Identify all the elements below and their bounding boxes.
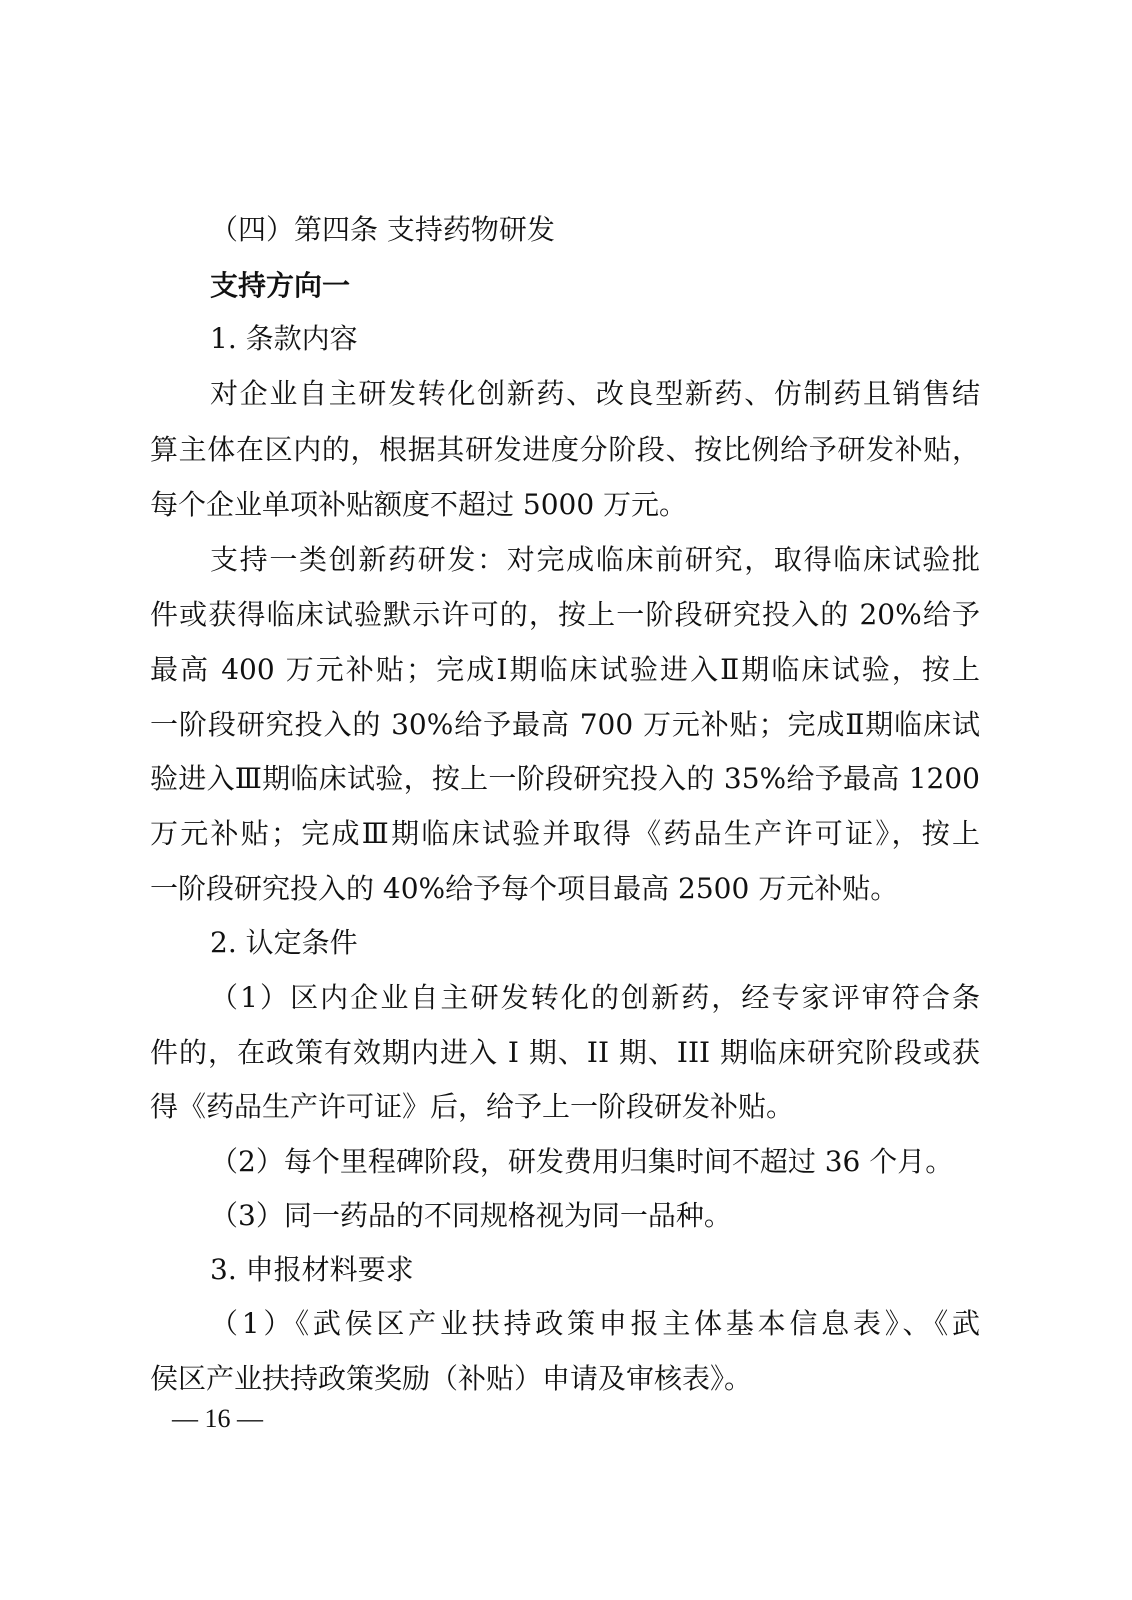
paragraph-line: 件或获得临床试验默示许可的，按上一阶段研究投入的 20%给予: [150, 598, 980, 631]
paragraph-line: 一阶段研究投入的 40%给予每个项目最高 2500 万元补贴。: [150, 872, 899, 905]
item-heading-clause-content: 1. 条款内容: [210, 322, 358, 355]
condition-line: （1）区内企业自主研发转化的创新药，经专家评审符合条: [210, 981, 980, 1014]
paragraph-line: 算主体在区内的，根据其研发进度分阶段、按比例给予研发补贴，: [150, 433, 980, 466]
condition-line: （3）同一药品的不同规格视为同一品种。: [210, 1199, 732, 1232]
paragraph-line: 一阶段研究投入的 30%给予最高 700 万元补贴；完成Ⅱ期临床试: [150, 708, 980, 741]
page-number: — 16 —: [172, 1404, 263, 1433]
condition-line: 得《药品生产许可证》后，给予上一阶段研发补贴。: [150, 1090, 795, 1123]
paragraph-line: 万元补贴；完成Ⅲ期临床试验并取得《药品生产许可证》，按上: [150, 817, 980, 850]
condition-line: 件的，在政策有效期内进入 I 期、II 期、III 期临床研究阶段或获: [150, 1036, 980, 1069]
material-line: 侯区产业扶持政策奖励（补贴）申请及审核表》。: [150, 1362, 753, 1395]
paragraph-line: 对企业自主研发转化创新药、改良型新药、仿制药且销售结: [210, 377, 980, 410]
item-heading-conditions: 2. 认定条件: [210, 926, 358, 959]
paragraph-line: 验进入Ⅲ期临床试验，按上一阶段研究投入的 35%给予最高 1200: [150, 762, 980, 795]
paragraph-line: 每个企业单项补贴额度不超过 5000 万元。: [150, 488, 688, 521]
item-heading-materials: 3. 申报材料要求: [210, 1253, 414, 1286]
condition-line: （2）每个里程碑阶段，研发费用归集时间不超过 36 个月。: [210, 1145, 954, 1178]
paragraph-line: 最高 400 万元补贴；完成Ⅰ期临床试验进入Ⅱ期临床试验，按上: [150, 653, 980, 686]
direction-title: 支持方向一: [210, 269, 351, 302]
material-line: （1）《武侯区产业扶持政策申报主体基本信息表》、《武: [210, 1307, 980, 1340]
section-title: （四）第四条 支持药物研发: [210, 213, 555, 246]
paragraph-line: 支持一类创新药研发：对完成临床前研究，取得临床试验批: [210, 543, 980, 576]
